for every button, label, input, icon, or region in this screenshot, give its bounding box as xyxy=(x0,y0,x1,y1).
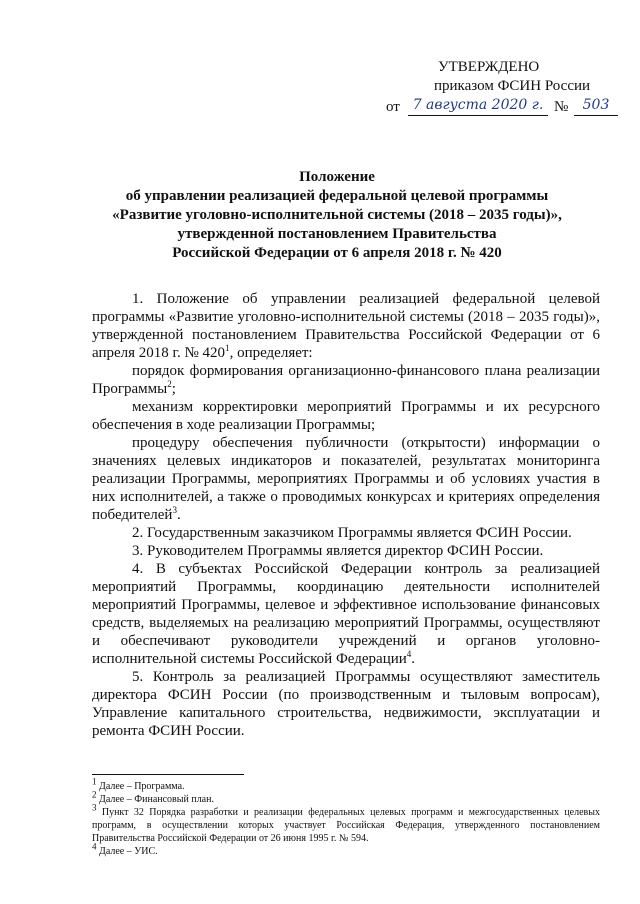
footnote-2-text: Далее – Финансовый план. xyxy=(96,794,214,805)
number-label: № xyxy=(554,99,569,115)
paragraph-1 xyxy=(92,290,600,362)
title-line-3: «Развитие уголовно-исполнительной системы (2018 – 2035 годы)», xyxy=(112,207,562,223)
subitem-3-tail: . xyxy=(176,507,181,523)
footnote-ref-2: 2 xyxy=(167,379,172,389)
subitem-1-text: порядок формирования организационно-финансового плана реализации Программы xyxy=(92,363,600,397)
paragraph-1-text: 1. Положение об управлении реализацией федеральной целевой программы «Развитие уголовно-исполнительной системы (2018 – 2035 годы)», утвержденной постановлением Правительства Российской Федерации от 6 апреля 2018 г. № 420 xyxy=(92,291,600,361)
approval-heading: УТВЕРЖДЕНО xyxy=(438,59,540,75)
paragraph-5: 5. Контроль за реализацией Программы осуществляют заместитель директора ФСИН России (по производственным и тыловым вопросам), Управление капитального строительства, недвижимости, эксплуатации и ремонта ФСИН России. xyxy=(92,669,600,739)
footnote-ref-1: 1 xyxy=(225,343,230,353)
footnote-4 xyxy=(92,841,600,858)
footnote-2-number: 2 xyxy=(92,789,97,800)
subitem-1 xyxy=(92,362,600,398)
subitem-1-tail: ; xyxy=(171,381,176,397)
footnote-1 xyxy=(92,776,600,793)
paragraph-4-text: 4. В субъектах Российской Федерации контроль за реализацией мероприятий Программы, координацию деятельности исполнителей мероприятий Программы, целевое и эффективное использование финансовых средств, выделяемых на реализацию мероприятий Программы, осуществляют и обеспечивают руководители учреждений и органов уголовно-исполнительной системы Российской Федерации xyxy=(92,561,600,667)
title-line-4: утвержденной постановлением Правительства xyxy=(177,226,497,242)
paragraph-4-tail: . xyxy=(411,651,416,667)
title-line-2: об управлении реализацией федеральной целевой программы xyxy=(125,188,549,204)
paragraph-3: 3. Руководителем Программы является директор ФСИН России. xyxy=(132,543,544,559)
document-title xyxy=(92,168,582,263)
footnote-1-number: 1 xyxy=(92,776,97,787)
handwritten-order-number: 503 xyxy=(574,96,618,116)
from-label: от xyxy=(386,99,400,115)
subitem-3 xyxy=(92,434,600,524)
footnote-1-text: Далее – Программа. xyxy=(96,781,185,792)
document-body xyxy=(92,290,600,740)
footnote-3-number: 3 xyxy=(92,802,97,813)
paragraph-4 xyxy=(92,560,600,668)
footnote-ref-3: 3 xyxy=(172,505,177,515)
approval-block xyxy=(386,58,626,120)
subitem-3-text: процедуру обеспечения публичности (открытости) информации о значениях целевых индикаторов и показателей, результатах мониторинга реализации Программы, мероприятиях Программы и об условиях участия в них исполнителей, а также о проводимых конкурсах и критериях определения победителей xyxy=(92,435,600,523)
footnote-4-text: Далее – УИС. xyxy=(96,846,158,857)
title-line-1: Положение xyxy=(299,169,375,185)
handwritten-date: 7 августа 2020 г. xyxy=(408,96,548,116)
subitem-2: механизм корректировки мероприятий Программы и их ресурсного обеспечения в ходе реализации Программы; xyxy=(92,399,600,433)
paragraph-1-tail: , определяет: xyxy=(229,345,313,361)
footnote-divider xyxy=(92,774,244,775)
footnote-4-number: 4 xyxy=(92,841,97,852)
footnote-2 xyxy=(92,789,600,806)
footnote-3 xyxy=(92,802,600,845)
approval-date-line xyxy=(386,96,626,120)
footnote-3-text: Пункт 32 Порядка разработки и реализации федеральных целевых программ и межгосударственных целевых программ, в осуществлении которых участвует Российская Федерация, утвержденного постановлением Правительства Российской Федерации от 26 июня 1995 г. № 594. xyxy=(92,807,600,844)
paragraph-2: 2. Государственным заказчиком Программы является ФСИН России. xyxy=(132,525,572,541)
footnotes xyxy=(92,776,600,858)
footnote-ref-4: 4 xyxy=(406,649,412,659)
approval-order-line: приказом ФСИН России xyxy=(434,78,591,94)
title-line-5: Российской Федерации от 6 апреля 2018 г. № 420 xyxy=(172,245,502,261)
